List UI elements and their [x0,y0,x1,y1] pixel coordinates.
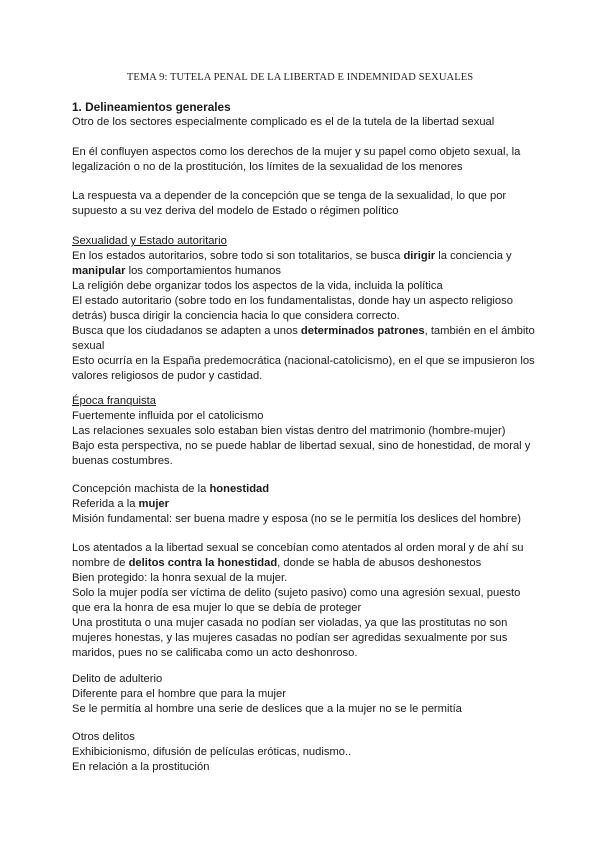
paragraph: Bien protegido: la honra sexual de la mujer. [72,572,288,584]
document-title: TEMA 9: TUTELA PENAL DE LA LIBERTAD E INDEMNIDAD SEXUALES [126,72,474,83]
section-heading: 1. Delineamientos generales [72,100,231,114]
paragraph [72,497,542,512]
paragraph [72,324,542,354]
section-other-crimes [72,730,542,775]
subsection-heading: Sexualidad y Estado autoritario [72,235,227,247]
paragraph [72,541,542,571]
subsection-heading: Otros delitos [72,731,135,743]
paragraph: Las relaciones sexuales solo estaban bien vistas dentro del matrimonio (hombre-mujer) [72,425,506,437]
bold-text: determinados patrones [300,325,425,337]
section-general [72,100,542,130]
text: , también en el ámbito sexual [72,325,535,352]
paragraph [72,249,542,279]
section-honesty [72,482,542,527]
paragraph: Esto ocurría en la España predemocrática (nacional-catolicismo), en el que se impusieron los valores religiosos de pudor y castidad. [72,355,535,382]
bold-text: manipular [72,265,126,277]
paragraph: En relación a la prostitución [72,761,210,773]
paragraph: Bajo esta perspectiva, no se puede hablar de libertad sexual, sino de honestidad, de moral y buenas costumbres. [72,440,531,467]
paragraph: El estado autoritario (sobre todo en los fundamentalistas, donde hay un aspecto religioso detrás) busca dirigir la conciencia hacia lo que considera correcto. [72,295,513,322]
subsection-heading [72,482,542,497]
section-franco-era [72,394,542,469]
text: , donde se habla de abusos deshonestos [277,557,482,569]
subsection-heading: Delito de adulterio [72,673,163,685]
paragraph: Se le permitía al hombre una serie de deslices que a la mujer no se le permitía [72,703,462,715]
bold-text: dirigir [403,250,436,262]
section-adultery [72,672,542,717]
paragraph-block [72,189,542,219]
paragraph: En él confluyen aspectos como los derechos de la mujer y su papel como objeto sexual, la legalización o no de la prostitución, los límites de la sexualidad de los menores [72,146,521,173]
bold-text: delitos contra la honestidad [128,557,278,569]
paragraph: Una prostituta o una mujer casada no podían ser violadas, ya que las prostitutas no son mujeres honestas, y las mujeres casadas no podían ser agredidas sexualmente por sus maridos, pues no se calificaba como un acto deshonroso. [72,617,508,659]
bold-text: honestidad [209,483,270,495]
text: la conciencia y [435,250,512,262]
paragraph: Diferente para el hombre que para la mujer [72,688,286,700]
paragraph: Solo la mujer podía ser víctima de delito (sujeto pasivo) como una agresión sexual, puesto que era la honra de esa mujer lo que se debía de proteger [72,587,521,614]
paragraph: La respuesta va a depender de la concepción que se tenga de la sexualidad, lo que por supuesto a su vez deriva del modelo de Estado o régimen político [72,190,507,217]
text: Referida a la [72,498,139,510]
section-attacks [72,541,542,661]
text: Los atentados a la libertad sexual se concebían como atentados al orden moral y de ahí su nombre de [72,542,524,569]
text: Concepción machista de la [72,483,210,495]
paragraph: La religión debe organizar todos los aspectos de la vida, incluida la política [72,280,443,292]
paragraph: Fuertemente influida por el catolicismo [72,410,264,422]
text: los comportamientos humanos [125,265,281,277]
paragraph-block [72,145,542,175]
subsection-heading: Época franquista [72,395,156,407]
paragraph: Exhibicionismo, difusión de películas eróticas, nudismo.. [72,746,352,758]
section-authoritarian [72,234,542,384]
text: En los estados autoritarios, sobre todo si son totalitarios, se busca [72,250,404,262]
text: Busca que los ciudadanos se adapten a unos [72,325,301,337]
paragraph: Otro de los sectores especialmente complicado es el de la tutela de la libertad sexual [72,116,495,128]
bold-text: mujer [138,498,170,510]
paragraph: Misión fundamental: ser buena madre y esposa (no se le permitía los deslices del hombre) [72,513,521,525]
